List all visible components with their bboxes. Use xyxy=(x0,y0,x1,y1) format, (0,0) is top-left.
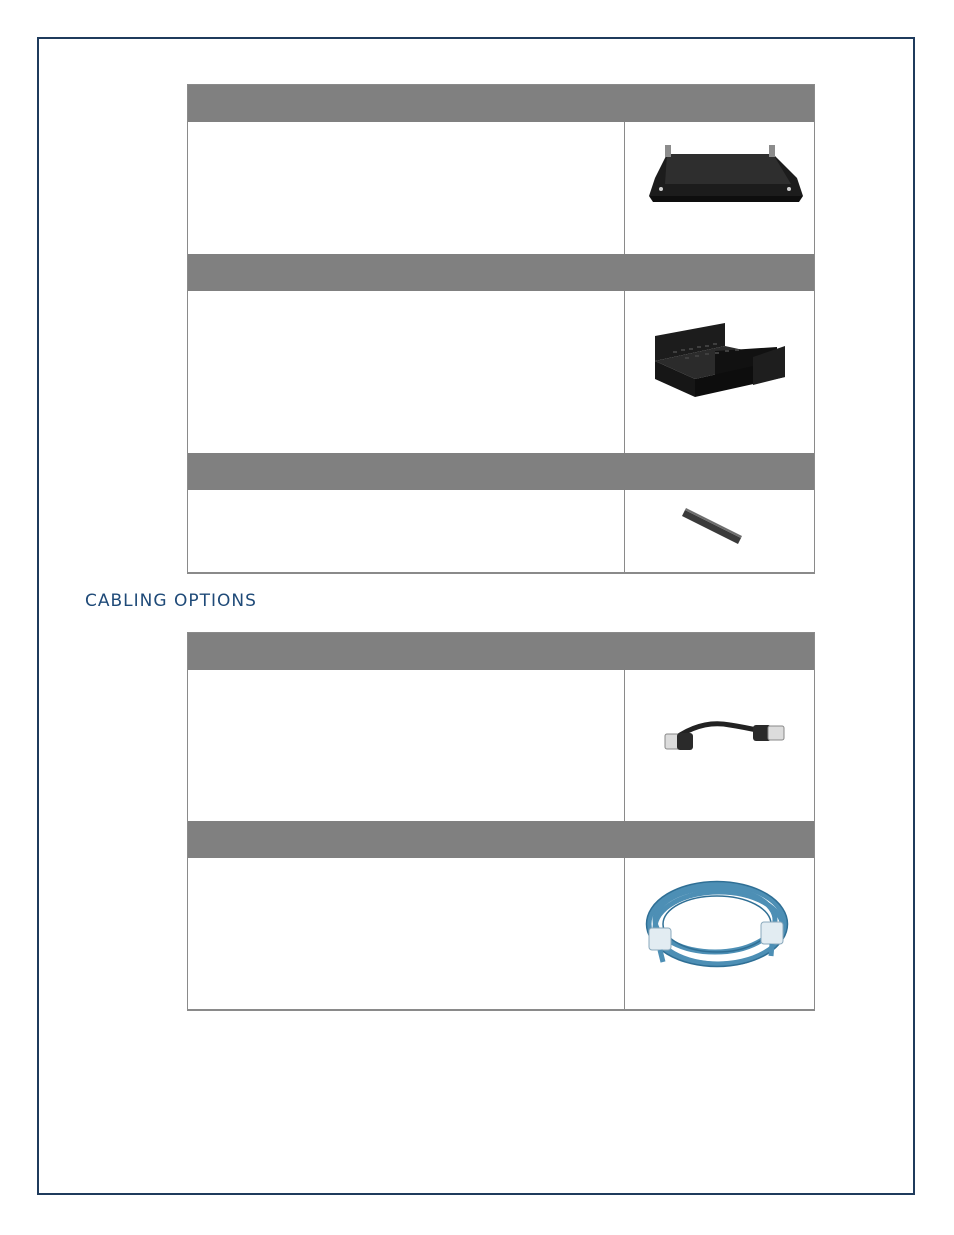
image-cell-bar xyxy=(624,490,814,573)
image-cell-blue-cable xyxy=(624,858,814,1010)
short-cable-image xyxy=(625,670,815,821)
table-header-bar xyxy=(188,453,814,490)
cabling-table xyxy=(187,632,815,1011)
section-title-cabling: CABLING OPTIONS xyxy=(85,591,257,611)
rack-bar-image xyxy=(625,490,815,573)
table-header-blue-cable xyxy=(188,821,814,858)
vented-shelf-image xyxy=(625,291,815,453)
image-cell-shelf-2 xyxy=(624,291,814,453)
blue-cable-image xyxy=(625,858,815,1010)
image-cell-short-cable xyxy=(624,670,814,821)
table-header-shelf-2 xyxy=(188,254,814,291)
table-header-short-cable xyxy=(188,633,814,670)
accessories-table xyxy=(187,84,815,574)
image-cell-shelf-1 xyxy=(624,122,814,254)
table-header-shelf-1 xyxy=(188,85,814,122)
flat-shelf-image xyxy=(625,122,815,254)
